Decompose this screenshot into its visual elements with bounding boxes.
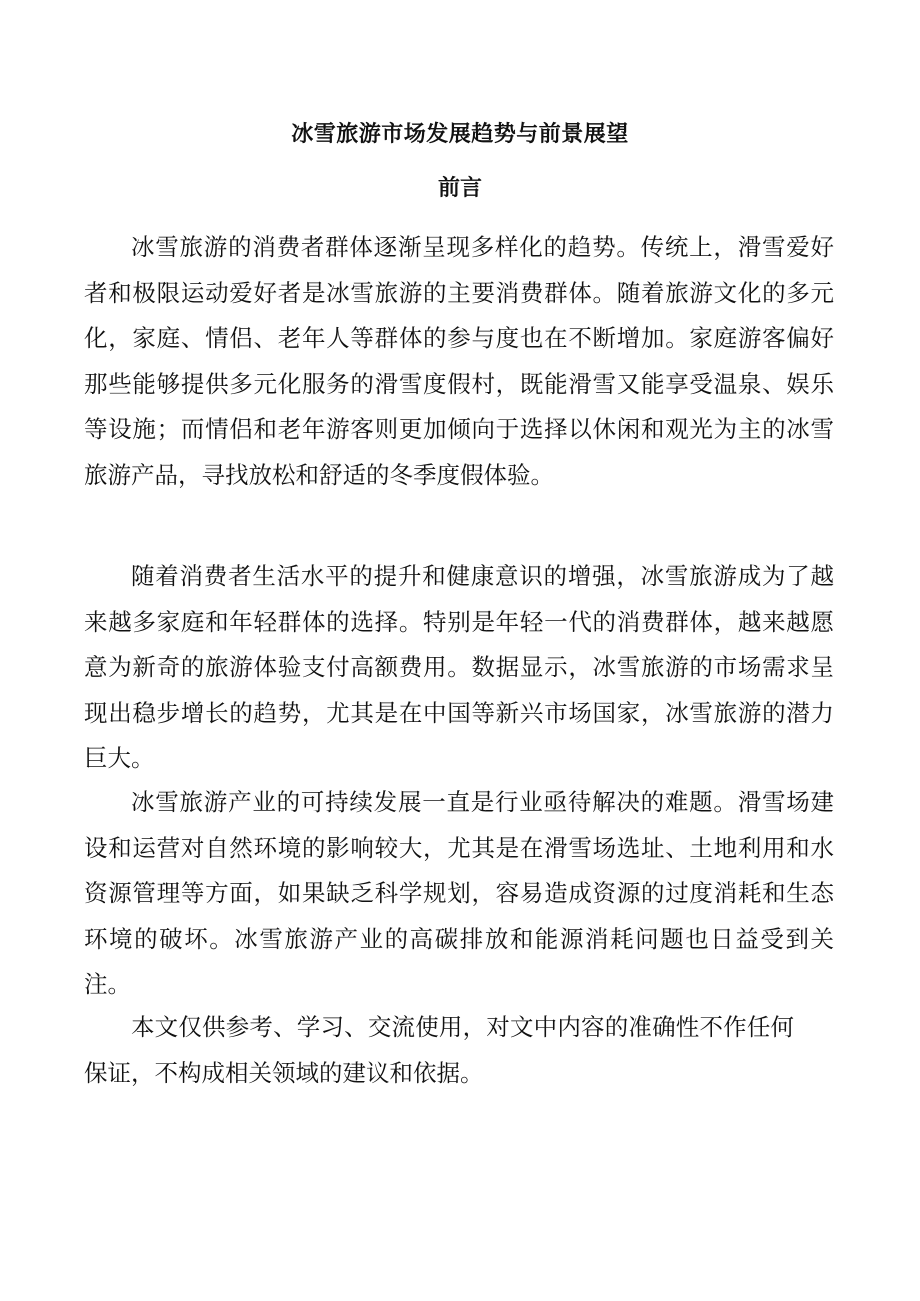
paragraph-3: 冰雪旅游产业的可持续发展一直是行业亟待解决的难题。滑雪场建设和运营对自然环境的影响较大，尤其是在滑雪场选址、土地利用和水资源管理等方面，如果缺乏科学规划，容易造成资源的过度消耗和生态环境的破坏。冰雪旅游产业的高碳排放和能源消耗问题也日益受到关注。 <box>84 788 834 999</box>
disclaimer-paragraph: 本文仅供参考、学习、交流使用，对文中内容的准确性不作任何保证，不构成相关领域的建议和依据。 <box>84 1013 794 1087</box>
section-heading-preface: 前言 <box>437 175 482 201</box>
paragraph-2: 随着消费者生活水平的提升和健康意识的增强，冰雪旅游成为了越来越多家庭和年轻群体的选择。特别是年轻一代的消费群体，越来越愿意为新奇的旅游体验支付高额费用。数据显示，冰雪旅游的市场需求呈现出稳步增长的趋势，尤其是在中国等新兴市场国家，冰雪旅游的潜力巨大。 <box>84 562 834 773</box>
paragraph-1: 冰雪旅游的消费者群体逐渐呈现多样化的趋势。传统上，滑雪爱好者和极限运动爱好者是冰雪旅游的主要消费群体。随着旅游文化的多元化，家庭、情侣、老年人等群体的参与度也在不断增加。家庭游客偏好那些能够提供多元化服务的滑雪度假村，既能滑雪又能享受温泉、娱乐等设施；而情侣和老年游客则更加倾向于选择以休闲和观光为主的冰雪旅游产品，寻找放松和舒适的冬季度假体验。 <box>84 233 834 489</box>
document-title: 冰雪旅游市场发展趋势与前景展望 <box>291 121 629 147</box>
